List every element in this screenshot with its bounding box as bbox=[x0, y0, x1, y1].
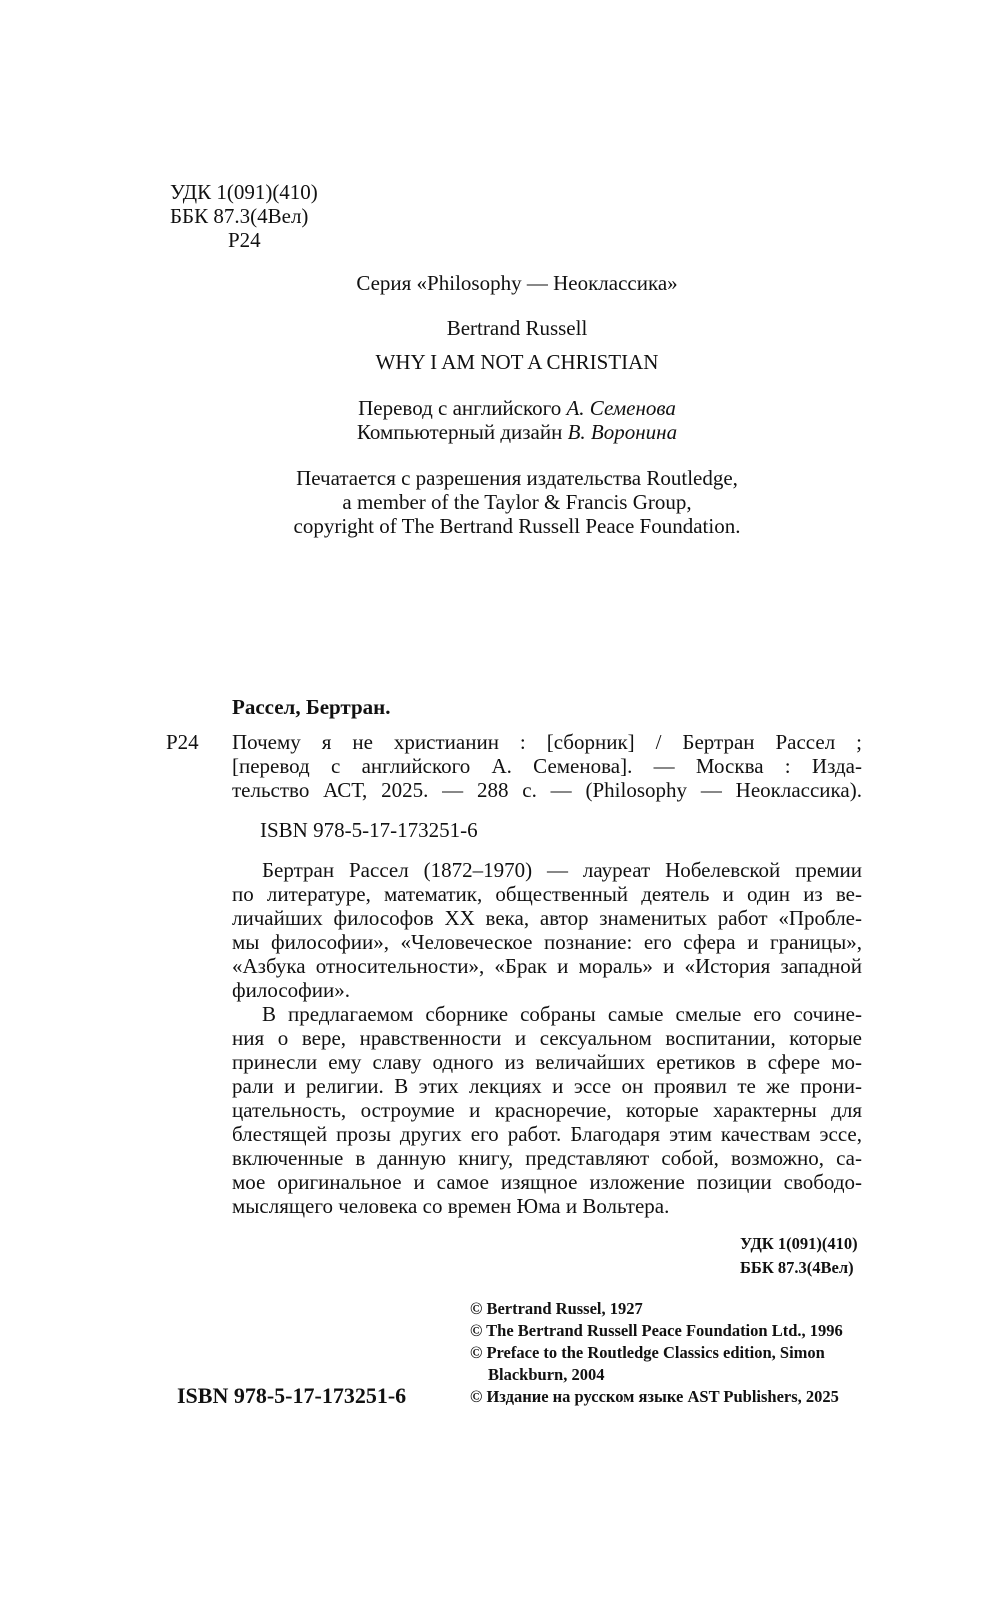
permission-line: a member of the Taylor & Francis Group, bbox=[342, 490, 692, 514]
bbk-code: ББК 87.3(4Вел) bbox=[170, 204, 309, 228]
annotation-line: мы философии», «Человеческое познание: его сфера и границы», bbox=[232, 930, 862, 954]
catalog-isbn: ISBN 978-5-17-173251-6 bbox=[260, 818, 478, 842]
isbn-footer: ISBN 978-5-17-173251-6 bbox=[177, 1383, 407, 1408]
permission-line: Печатается с разрешения издательства Routledge, bbox=[296, 466, 738, 490]
catalog-heading: Рассел, Бертран. bbox=[232, 695, 391, 719]
annotation-line: ния о вере, нравственности и сексуальном воспитании, которые bbox=[232, 1026, 862, 1050]
catalog-mark: Р24 bbox=[166, 730, 199, 754]
original-title: WHY I AM NOT A CHRISTIAN bbox=[375, 350, 659, 374]
annotation-line: рали и религии. В этих лекциях и эссе он проявил те же прони- bbox=[232, 1074, 862, 1098]
copyright-line: © Издание на русском языке AST Publishers, 2025 bbox=[470, 1387, 839, 1406]
copyright-line: © Preface to the Routledge Classics edition, Simon bbox=[470, 1343, 825, 1362]
annotation-line: «Азбука относительности», «Брак и мораль» и «История западной bbox=[232, 954, 862, 978]
annotation-line: В предлагаемом сборнике собраны самые смелые его сочине- bbox=[262, 1002, 862, 1026]
annotation-line: философии». bbox=[232, 978, 351, 1002]
index-udk: УДК 1(091)(410) bbox=[740, 1234, 858, 1253]
design-prefix: Компьютерный дизайн bbox=[356, 420, 563, 444]
annotation-line: принесли ему славу одного из величайших еретиков в сфере мо- bbox=[232, 1050, 862, 1074]
translation-credit bbox=[17, 396, 1000, 420]
copyright-line: © Bertrand Russel, 1927 bbox=[470, 1299, 643, 1318]
annotation-line: мыслящего человека со времен Юма и Вольтера. bbox=[232, 1194, 670, 1218]
annotation-line: цательность, остроумие и красноречие, которые характерны для bbox=[232, 1098, 862, 1122]
catalog-entry-line: [перевод с английского А. Семенова]. — Москва : Изда- bbox=[232, 754, 862, 778]
catalog-entry-line: тельство АСТ, 2025. — 288 с. — (Philosophy — Неоклассика). bbox=[232, 778, 862, 802]
series-title: Серия «Philosophy — Неоклассика» bbox=[356, 271, 678, 295]
udk-code: УДК 1(091)(410) bbox=[170, 180, 318, 204]
annotation-line: по литературе, математик, общественный деятель и один из ве- bbox=[232, 882, 862, 906]
designer-name: В. Воронина bbox=[567, 420, 678, 444]
translation-prefix: Перевод с английского bbox=[358, 396, 562, 420]
design-credit bbox=[17, 420, 1000, 444]
copyright-line: Blackburn, 2004 bbox=[488, 1365, 605, 1384]
translator-name: А. Семенова bbox=[566, 396, 676, 420]
copyright-line: © The Bertrand Russell Peace Foundation Ltd., 1996 bbox=[470, 1321, 843, 1340]
original-author: Bertrand Russell bbox=[446, 316, 588, 340]
catalog-entry-line: Почему я не христианин : [сборник] / Бертран Рассел ; bbox=[232, 730, 862, 754]
annotation-line: Бертран Рассел (1872–1970) — лауреат Нобелевской премии bbox=[262, 858, 862, 882]
annotation-line: мое оригинальное и самое изящное изложение позиции свободо- bbox=[232, 1170, 862, 1194]
permission-line: copyright of The Bertrand Russell Peace Foundation. bbox=[293, 514, 741, 538]
annotation-line: включенные в данную книгу, представляют собой, возможно, са- bbox=[232, 1146, 862, 1170]
annotation-line: блестящей прозы других его работ. Благодаря этим качествам эссе, bbox=[232, 1122, 862, 1146]
annotation-line: личайших философов XX века, автор знаменитых работ «Пробле- bbox=[232, 906, 862, 930]
index-bbk: ББК 87.3(4Вел) bbox=[740, 1258, 854, 1277]
author-mark: Р24 bbox=[228, 228, 261, 252]
